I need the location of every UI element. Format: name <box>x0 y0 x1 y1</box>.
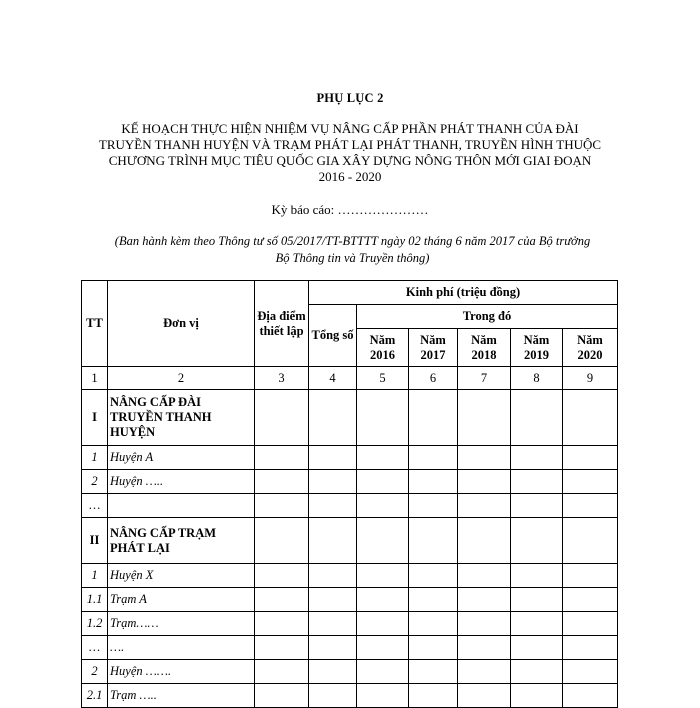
column-number-row <box>82 367 618 390</box>
header-budget: Kinh phí (triệu đồng) <box>309 281 618 305</box>
document-heading <box>95 121 605 185</box>
empty-cell <box>309 684 357 708</box>
row-unit: Huyện ……. <box>108 660 255 684</box>
column-number: 9 <box>563 367 618 390</box>
empty-cell <box>563 612 618 636</box>
row-tt: 1.2 <box>82 612 108 636</box>
empty-cell <box>409 564 458 588</box>
empty-cell <box>255 588 309 612</box>
plan-table-body <box>82 390 618 708</box>
header-unit: Đơn vị <box>108 281 255 367</box>
row-tt: 1 <box>82 564 108 588</box>
empty-cell <box>409 494 458 518</box>
row-unit: Huyện A <box>108 446 255 470</box>
row-unit: Huyện X <box>108 564 255 588</box>
empty-cell <box>511 684 563 708</box>
header-year: Năm 2019 <box>511 329 563 367</box>
empty-cell <box>357 588 409 612</box>
empty-cell <box>357 684 409 708</box>
empty-cell <box>563 470 618 494</box>
empty-cell <box>309 494 357 518</box>
row-unit: Huyện ….. <box>108 470 255 494</box>
empty-cell <box>309 636 357 660</box>
empty-cell <box>255 470 309 494</box>
empty-cell <box>458 588 511 612</box>
empty-cell <box>409 518 458 564</box>
section-row <box>82 390 618 446</box>
row-tt: I <box>82 390 108 446</box>
table-row <box>82 446 618 470</box>
row-unit: Trạm…… <box>108 612 255 636</box>
header-year: Năm 2020 <box>563 329 618 367</box>
empty-cell <box>458 636 511 660</box>
header-location: Địa điểm thiết lập <box>255 281 309 367</box>
empty-cell <box>255 446 309 470</box>
column-number: 8 <box>511 367 563 390</box>
row-tt: 2.1 <box>82 684 108 708</box>
empty-cell <box>458 612 511 636</box>
column-number: 4 <box>309 367 357 390</box>
empty-cell <box>458 564 511 588</box>
row-tt: 1.1 <box>82 588 108 612</box>
empty-cell <box>357 564 409 588</box>
empty-cell <box>255 636 309 660</box>
empty-cell <box>458 390 511 446</box>
empty-cell <box>309 588 357 612</box>
empty-cell <box>511 470 563 494</box>
empty-cell <box>357 470 409 494</box>
empty-cell <box>357 518 409 564</box>
empty-cell <box>511 636 563 660</box>
header-total: Tổng số <box>309 305 357 367</box>
row-tt: II <box>82 518 108 564</box>
empty-cell <box>458 470 511 494</box>
empty-cell <box>458 494 511 518</box>
empty-cell <box>563 684 618 708</box>
issued-note <box>80 233 625 267</box>
empty-cell <box>409 390 458 446</box>
empty-cell <box>255 390 309 446</box>
table-row <box>82 612 618 636</box>
empty-cell <box>511 588 563 612</box>
empty-cell <box>357 446 409 470</box>
empty-cell <box>563 390 618 446</box>
heading-line: TRUYỀN THANH HUYỆN VÀ TRẠM PHÁT LẠI PHÁT THANH, TRUYỀN HÌNH THUỘC <box>98 137 602 152</box>
empty-cell <box>309 446 357 470</box>
row-tt: 2 <box>82 470 108 494</box>
empty-cell <box>409 588 458 612</box>
empty-cell <box>409 636 458 660</box>
table-row <box>82 660 618 684</box>
empty-cell <box>511 494 563 518</box>
column-number: 7 <box>458 367 511 390</box>
appendix-title: PHỤ LỤC 2 <box>316 91 384 105</box>
empty-cell <box>563 588 618 612</box>
empty-cell <box>309 612 357 636</box>
empty-cell <box>511 446 563 470</box>
table-row <box>82 636 618 660</box>
section-row <box>82 518 618 564</box>
empty-cell <box>458 660 511 684</box>
header-year: Năm 2017 <box>409 329 458 367</box>
column-number: 1 <box>82 367 108 390</box>
header-of-which: Trong đó <box>357 305 618 329</box>
row-unit <box>108 494 255 518</box>
empty-cell <box>563 660 618 684</box>
empty-cell <box>458 446 511 470</box>
empty-cell <box>458 518 511 564</box>
empty-cell <box>563 636 618 660</box>
empty-cell <box>255 518 309 564</box>
empty-cell <box>357 660 409 684</box>
row-tt: … <box>82 494 108 518</box>
empty-cell <box>511 564 563 588</box>
empty-cell <box>357 612 409 636</box>
empty-cell <box>255 612 309 636</box>
column-number: 2 <box>108 367 255 390</box>
empty-cell <box>309 564 357 588</box>
header-tt: TT <box>82 281 108 367</box>
table-row <box>82 588 618 612</box>
empty-cell <box>563 446 618 470</box>
empty-cell <box>511 518 563 564</box>
empty-cell <box>309 390 357 446</box>
row-tt: 1 <box>82 446 108 470</box>
plan-table <box>81 280 618 708</box>
table-row <box>82 470 618 494</box>
column-number: 6 <box>409 367 458 390</box>
empty-cell <box>309 660 357 684</box>
empty-cell <box>409 612 458 636</box>
row-unit: Trạm ….. <box>108 684 255 708</box>
heading-line: 2016 - 2020 <box>318 169 382 184</box>
table-row <box>82 564 618 588</box>
issued-note-line: Bộ Thông tin và Truyền thông) <box>275 251 430 265</box>
empty-cell <box>563 494 618 518</box>
empty-cell <box>409 470 458 494</box>
header-year: Năm 2016 <box>357 329 409 367</box>
column-number: 5 <box>357 367 409 390</box>
empty-cell <box>357 390 409 446</box>
row-unit: …. <box>108 636 255 660</box>
table-row <box>82 494 618 518</box>
empty-cell <box>255 660 309 684</box>
empty-cell <box>563 518 618 564</box>
empty-cell <box>309 518 357 564</box>
empty-cell <box>511 390 563 446</box>
empty-cell <box>357 494 409 518</box>
empty-cell <box>309 470 357 494</box>
empty-cell <box>255 684 309 708</box>
column-number: 3 <box>255 367 309 390</box>
row-unit: Trạm A <box>108 588 255 612</box>
heading-line: CHƯƠNG TRÌNH MỤC TIÊU QUỐC GIA XÂY DỰNG NÔNG THÔN MỚI GIAI ĐOẠN <box>108 153 592 168</box>
empty-cell <box>255 494 309 518</box>
empty-cell <box>357 636 409 660</box>
empty-cell <box>409 684 458 708</box>
empty-cell <box>409 660 458 684</box>
row-tt: … <box>82 636 108 660</box>
empty-cell <box>458 684 511 708</box>
row-unit: NÂNG CẤP ĐÀI TRUYỀN THANH HUYỆN <box>108 390 255 446</box>
empty-cell <box>511 660 563 684</box>
empty-cell <box>255 564 309 588</box>
empty-cell <box>511 612 563 636</box>
table-row <box>82 684 618 708</box>
report-period: Kỳ báo cáo: ………………… <box>271 202 429 217</box>
empty-cell <box>409 446 458 470</box>
issued-note-line: (Ban hành kèm theo Thông tư số 05/2017/TT-BTTTT ngày 02 tháng 6 năm 2017 của Bộ trưởng <box>114 234 591 248</box>
header-year: Năm 2018 <box>458 329 511 367</box>
heading-line: KẾ HOẠCH THỰC HIỆN NHIỆM VỤ NÂNG CẤP PHẦN PHÁT THANH CỦA ĐÀI <box>121 121 579 136</box>
row-tt: 2 <box>82 660 108 684</box>
row-unit: NÂNG CẤP TRẠM PHÁT LẠI <box>108 518 255 564</box>
empty-cell <box>563 564 618 588</box>
